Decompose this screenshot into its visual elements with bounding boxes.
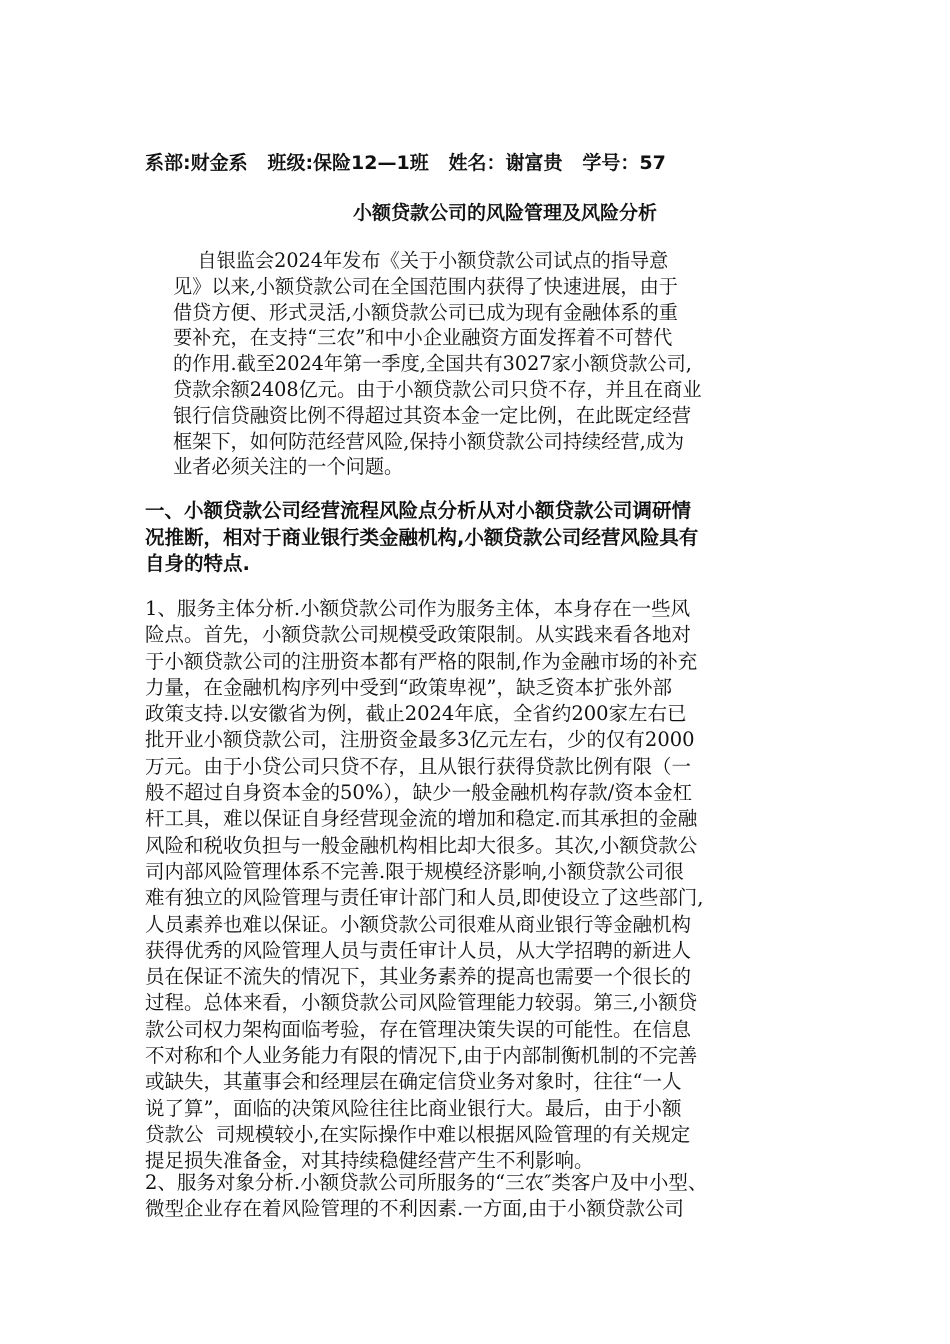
text-line: 银行信贷融资比例不得超过其资本金一定比例，在此既定经营 (173, 403, 692, 427)
text-line: 贷款余额2408亿元。由于小额贷款公司只贷不存，并且在商业 (173, 377, 702, 401)
text-line: 于小额贷款公司的注册资本都有严格的限制,作为金融市场的补充 (145, 649, 698, 673)
text-line: 自银监会2024年发布《关于小额贷款公司试点的指导意 (173, 249, 669, 272)
text-line: 政策支持.以安徽省为例，截止2024年底，全省约200家左右已 (145, 702, 687, 726)
text-line: 不对称和个人业务能力有限的情况下,由于内部制衡机制的不完善 (145, 1044, 698, 1068)
text-line: 的作用.截至2024年第一季度,全国共有3027家小额贷款公司, (173, 352, 692, 376)
text-line: 借贷方便、形式灵活,小额贷款公司已成为现有金融体系的重 (173, 300, 678, 324)
text-line: 过程。总体来看，小额贷款公司风险管理能力较弱。第三,小额贷 (145, 991, 698, 1015)
text-line: 或缺失，其董事会和经理层在确定信贷业务对象时，往往“一人 (145, 1070, 682, 1094)
text-line: 说了算”，面临的决策风险往往比商业银行大。最后，由于小额 (145, 1096, 682, 1120)
text-line: 风险和税收负担与一般金融机构相比却大很多。其次,小额贷款公 (145, 833, 698, 857)
text-line: 万元。由于小贷公司只贷不存，且从银行获得贷款比例有限（一 (145, 754, 692, 778)
text-line: 员在保证不流失的情况下，其业务素养的提高也需要一个很长的 (145, 965, 692, 989)
paragraph-service-subject (145, 596, 785, 1175)
text-line: 框架下，如何防范经营风险,保持小额贷款公司持续经营,成为 (173, 429, 685, 453)
text-line: 批开业小额贷款公司，注册资金最多3亿元左右，少的仅有2000 (145, 728, 695, 752)
text-line: 力量，在金融机构序列中受到“政策卑视”，缺乏资本扩张外部 (145, 675, 672, 699)
text-line: 业者必须关注的一个问题。 (173, 455, 404, 479)
heading-line: 况推断，相对于商业银行类金融机构,小额贷款公司经营风险具有 (145, 525, 699, 549)
heading-line: 一、小额贷款公司经营流程风险点分析从对小额贷款公司调研情 (145, 499, 692, 522)
text-line: 司内部风险管理体系不完善.限于规模经济影响,小额贷款公司很 (145, 859, 684, 883)
text-line: 2、服务对象分析.小额贷款公司所服务的“三农″类客户及中小型、 (145, 1171, 708, 1194)
text-line: 要补充，在支持“三农”和中小企业融资方面发挥着不可替代 (173, 326, 673, 350)
text-line: 人员素养也难以保证。小额贷款公司很难从商业银行等金融机构 (145, 912, 692, 936)
text-line: 获得优秀的风险管理人员与责任审计人员，从大学招聘的新进人 (145, 938, 692, 962)
student-info-line: 系部:财金系 班级:保险12—1班 姓名：谢富贵 学号：57 (145, 152, 666, 174)
text-line: 杆工具，难以保证自身经营现金流的增加和稳定.而其承担的金融 (145, 807, 698, 831)
text-line: 微型企业存在着风险管理的不利因素.一方面,由于小额贷款公司 (145, 1197, 684, 1221)
intro-paragraph (173, 248, 783, 480)
heading-line: 自身的特点. (145, 552, 250, 575)
text-line: 险点。首先，小额贷款公司规模受政策限制。从实践来看各地对 (145, 623, 692, 647)
document-title: 小额贷款公司的风险管理及风险分析 (352, 202, 657, 224)
paragraph-service-object (145, 1170, 805, 1223)
text-line: 1、服务主体分析.小额贷款公司作为服务主体，本身存在一些风 (145, 597, 691, 620)
text-line: 款公司权力架构面临考验，存在管理决策失误的可能性。在信息 (145, 1017, 692, 1041)
text-line: 般不超过自身资本金的50%），缺少一般金融机构存款/资本金杠 (145, 781, 693, 805)
text-line: 见》以来,小额贷款公司在全国范围内获得了快速进展，由于 (173, 274, 678, 298)
text-line: 提足损失准备金，对其持续稳健经营产生不利影响。 (145, 1149, 594, 1173)
text-line: 贷款公 司规模较小,在实际操作中难以根据风险管理的有关规定 (145, 1122, 691, 1146)
text-line: 难有独立的风险管理与责任审计部门和人员,即使设立了这些部门, (145, 886, 704, 910)
section-heading (145, 498, 795, 578)
